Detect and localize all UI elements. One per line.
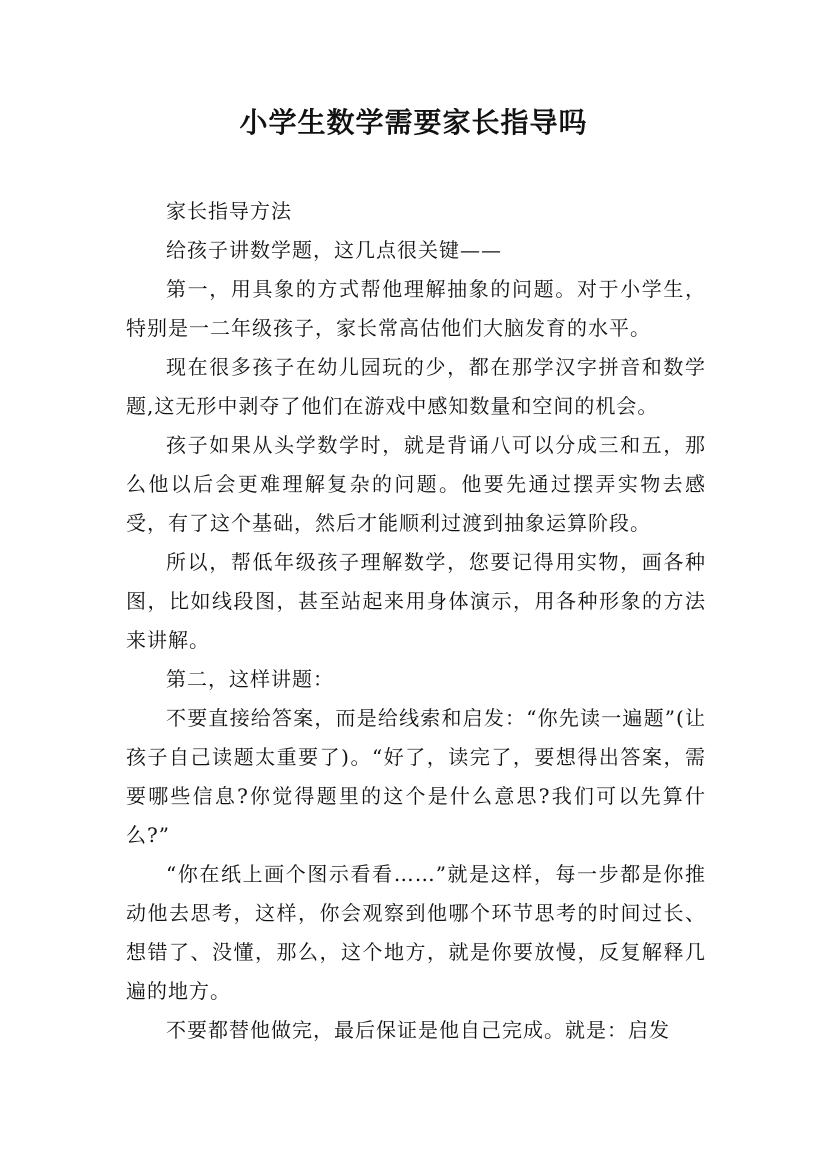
document-body — [126, 192, 706, 1050]
paragraph: 所以，帮低年级孩子理解数学，您要记得用实物，画各种图，比如线段图，甚至站起来用身体演示，用各种形象的方法来讲解。 — [126, 550, 706, 652]
paragraph: 第一，用具象的方式帮他理解抽象的问题。对于小学生，特别是一二年级孩子，家长常高估他们大脑发育的水平。 — [126, 277, 706, 340]
paragraph: 家长指导方法 — [166, 199, 292, 223]
paragraph: 不要都替他做完，最后保证是他自己完成。就是：启发 — [166, 1018, 670, 1042]
paragraph: 给孩子讲数学题，这几点很关键—— — [166, 238, 502, 262]
paragraph: 不要直接给答案，而是给线索和启发：“你先读一遍题”(让孩子自己读题太重要了)。“好了，读完了，要想得出答案，需要哪些信息?你觉得题里的这个是什么意思?我们可以先算什么?” — [126, 706, 706, 847]
paragraph: 现在很多孩子在幼儿园玩的少，都在那学汉字拼音和数学题,这无形中剥夺了他们在游戏中感知数量和空间的机会。 — [126, 355, 706, 418]
paragraph: “你在纸上画个图示看看……”就是这样，每一步都是你推动他去思考，这样，你会观察到他哪个环节思考的时间过长、想错了、没懂，那么，这个地方，就是你要放慢，反复解释几遍的地方。 — [126, 862, 706, 1003]
paragraph: 第二，这样讲题： — [166, 667, 334, 691]
document-title: 小学生数学需要家长指导吗 — [239, 106, 588, 139]
paragraph: 孩子如果从头学数学时，就是背诵八可以分成三和五，那么他以后会更难理解复杂的问题。他要先通过摆弄实物去感受，有了这个基础，然后才能顺利过渡到抽象运算阶段。 — [126, 433, 706, 535]
